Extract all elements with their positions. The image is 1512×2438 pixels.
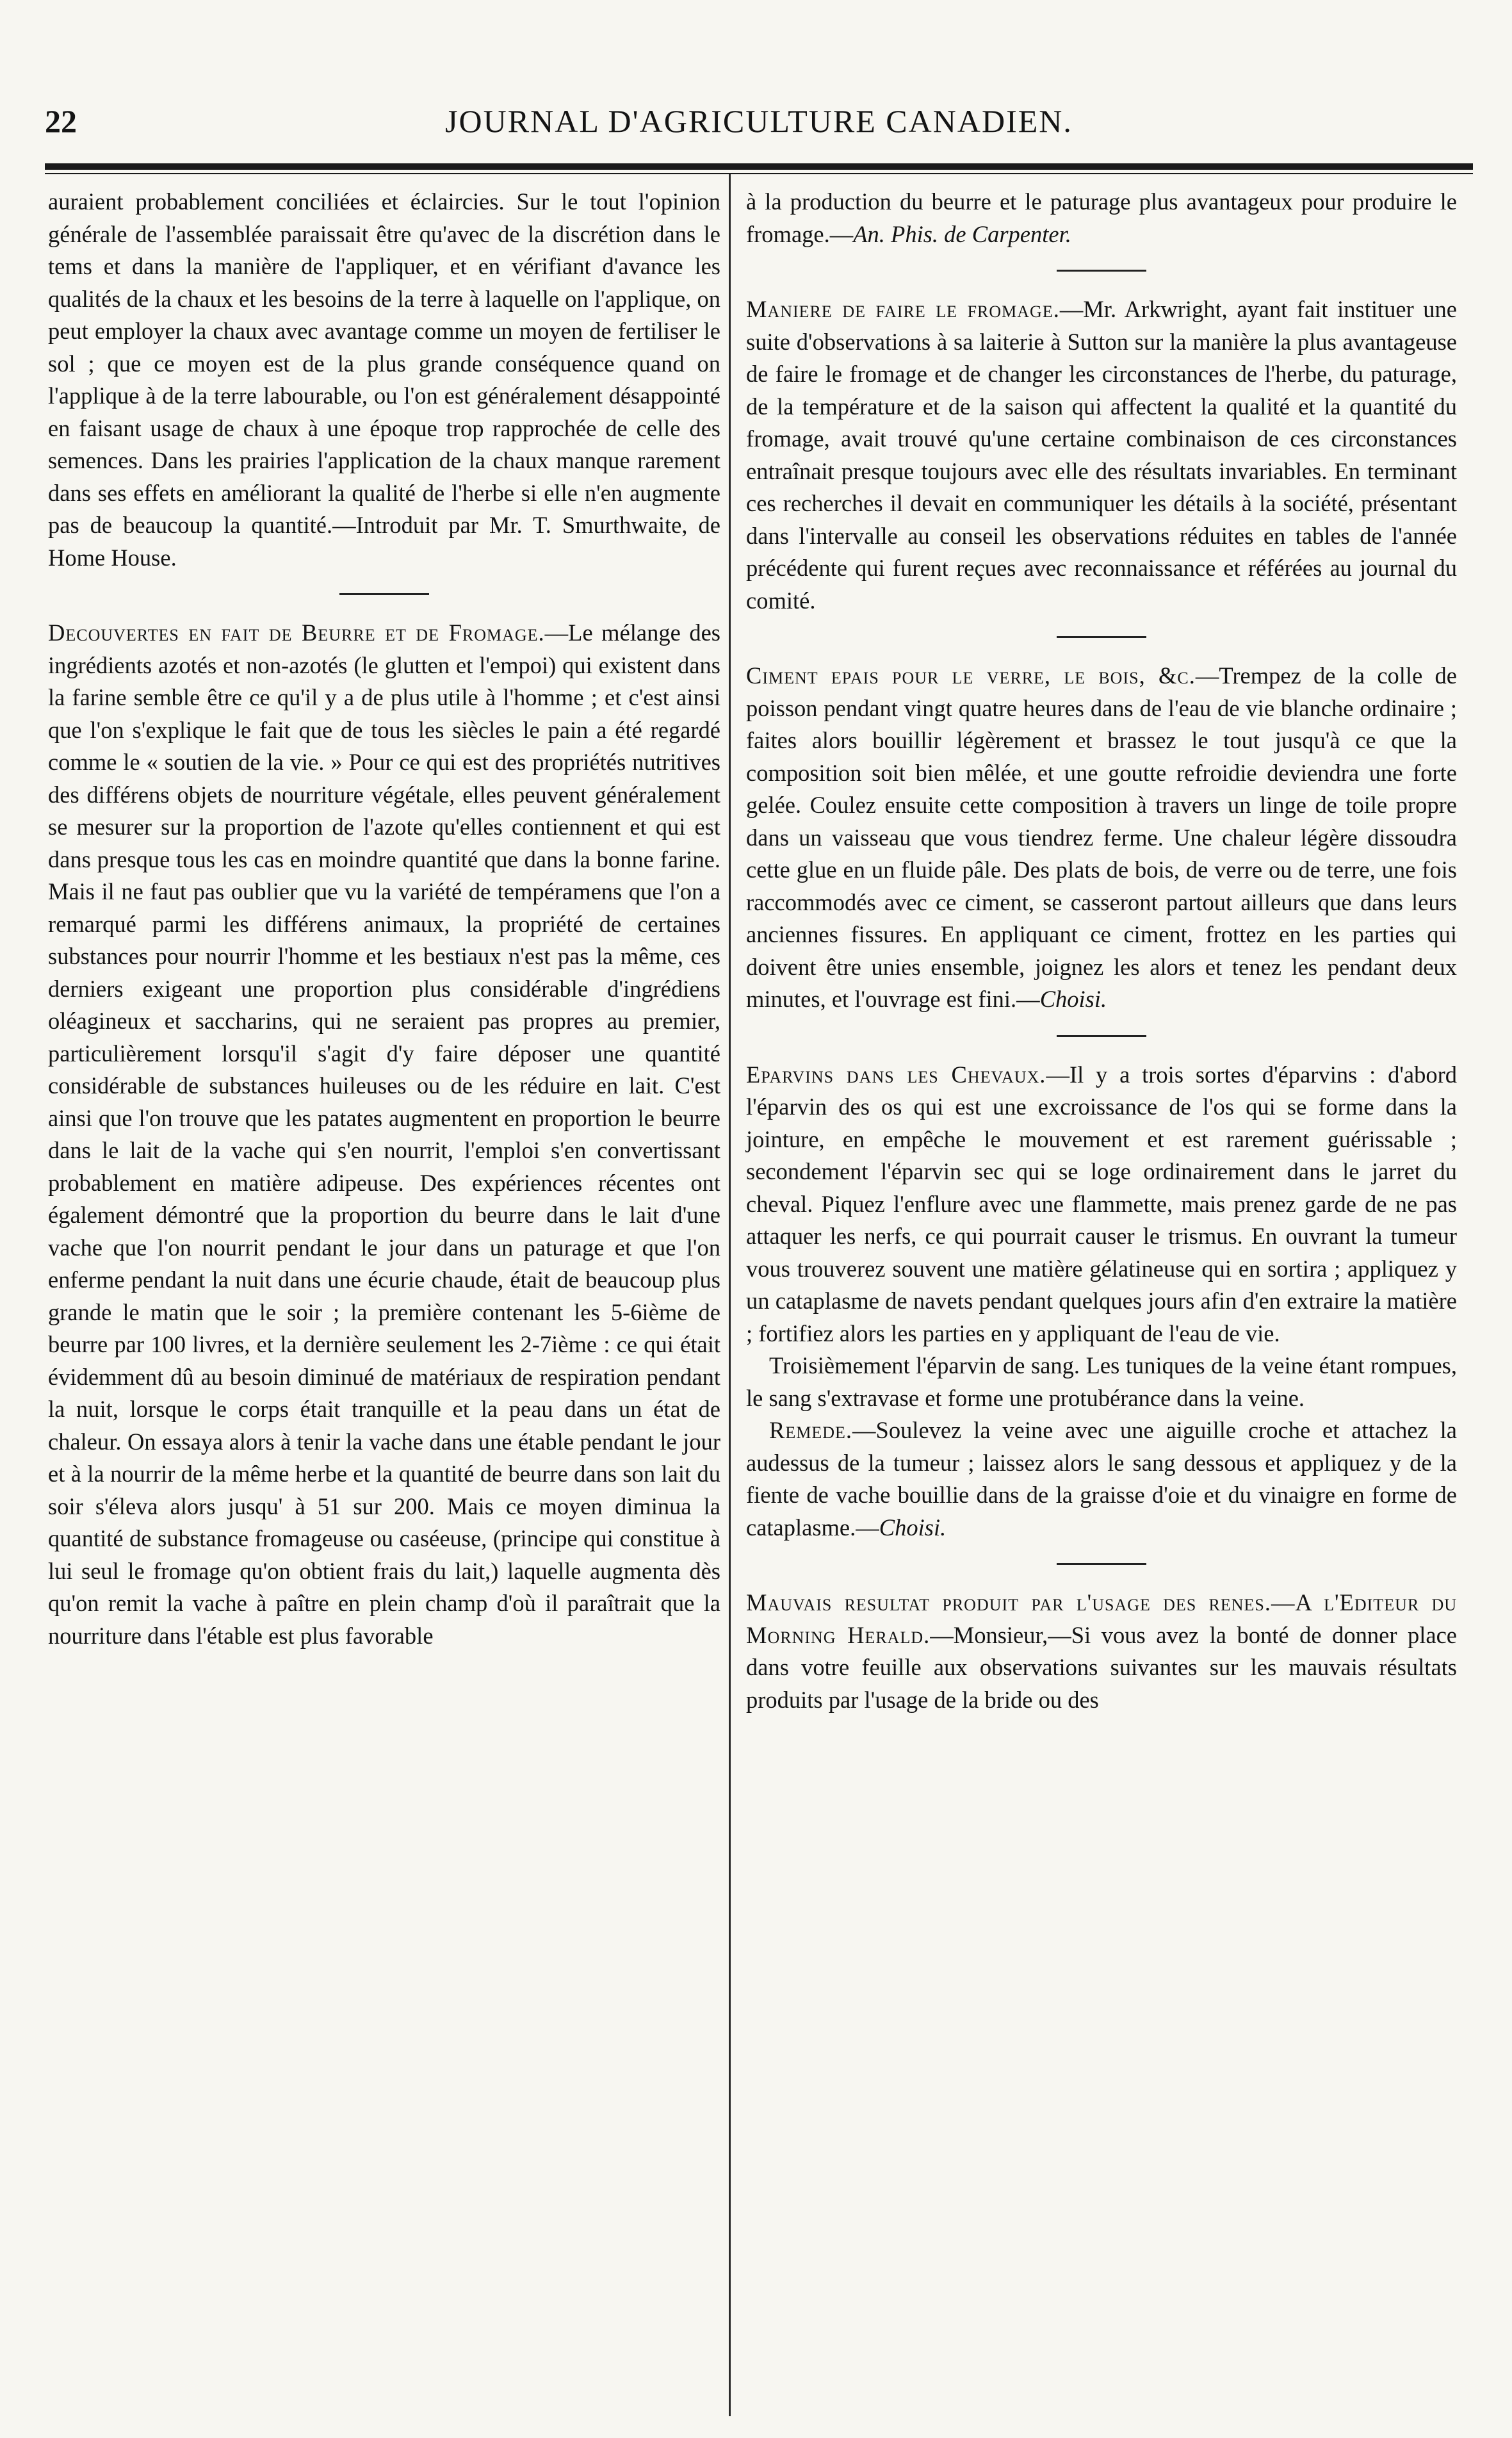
running-title: JOURNAL D'AGRICULTURE CANADIEN. bbox=[445, 103, 1073, 139]
page-header bbox=[45, 102, 1473, 154]
article-cement bbox=[746, 660, 1457, 1016]
paragraph-remedy bbox=[746, 1414, 1457, 1544]
section-rule bbox=[1057, 1563, 1146, 1565]
article-heading: Decouvertes en fait de Beurre et de Fromage. bbox=[48, 619, 545, 646]
header-rule-thin bbox=[45, 173, 1473, 174]
page-number: 22 bbox=[45, 103, 77, 139]
section-rule bbox=[1057, 270, 1146, 272]
article-heading: Ciment epais pour le verre, le bois, &c. bbox=[746, 662, 1196, 689]
column-divider bbox=[729, 174, 731, 2416]
article-spavins bbox=[746, 1059, 1457, 1350]
section-rule bbox=[339, 593, 429, 595]
left-column bbox=[48, 186, 720, 1652]
article-body: —Trempez de la colle de poisson pendant vingt quatre heures dans de l'eau de vie blanche ordinaire ; faites alors bouillir légèrement et brassez le tout jusqu'à ce que la composition soit bien mêlée, et une goutte refroidie deviendra une forte gelée. Coulez ensuite cette composition à travers un linge de toile propre dans un vaisseau que vous tiendrez ferme. Une chaleur légère dissoudra cette glue en un fluide pâle. Des plats de bois, de verre ou de terre, une fois raccommodés avec ce ciment, se casseront partout ailleurs que dans leurs anciennes fissures. En appliquant ce ciment, frottez en les parties qui doivent être unies ensemble, joignez les alors et tenez les pendant deux minutes, et l'ouvrage est fini.— bbox=[746, 662, 1457, 1012]
section-rule bbox=[1057, 1035, 1146, 1037]
source-credit: Choisi. bbox=[879, 1514, 947, 1541]
article-body: —Il y a trois sortes d'éparvins : d'abord l'éparvin des os qui est une excroissance de l'os qui se forme dans la jointure, en empêche le mouvement et est rarement guérissable ; secondement l'éparvin sec qui se loge ordinairement dans le jarret du cheval. Piquez l'enflure avec une flammette, mais prenez garde de ne pas attaquer les nerfs, ce qui pourrait causer le trismus. En ouvrant la tumeur vous trouverez souvent une matière gélatineuse qui en sortira ; appliquez y un cataplasme de navets pendant quelques jours afin d'en extraire la matière ; fortifiez alors les parties en y appliquant de l'eau de vie. bbox=[746, 1061, 1457, 1346]
article-butter-cheese bbox=[48, 617, 720, 1652]
source-credit: Choisi. bbox=[1039, 986, 1107, 1012]
article-body: —Le mélange des ingrédients azotés et non-azotés (le glutten et l'empoi) qui existent dans la farine semble être ce qu'il y a de plus utile à l'homme ; et c'est ainsi que l'on s'explique le fait que de tous les siècles le pain a été regardé comme le « soutien de la vie. » Pour ce qui est des propriétés nutritives des différens objets de nourriture végétale, elles peuvent généralement se mesurer sur la proportion de l'azote qu'elles contiennent et qui est dans presque tous les cas en moindre quantité que dans la bonne farine. Mais il ne faut pas oublier que vu la variété de tempéramens que l'on a remarqué parmi les différens animaux, la propriété de certaines substances pour nourrir l'homme et les bestiaux n'est pas la même, ces derniers exigeant une proportion plus considérable d'ingrédiens oléagineux et saccharins, qui ne seraient pas propres au premier, particulièrement lorsqu'il s'agit d'y faire déposer une quantité considérable de substances huileuses ou de les réduire en lait. C'est ainsi que l'on trouve que les patates augmentent en proportion le beurre dans le lait de la vache qui s'en nourrit, l'emploi s'en convertissant probablement en matière adipeuse. Des expériences récentes ont également démontré que la proportion du beurre dans le lait d'une vache que l'on nourrit pendant le jour dans un paturage et que l'on enferme pendant la nuit dans une écurie chaude, était de beaucoup plus grande le matin que le soir ; la première contenant les 5-6ième de beurre par 100 livres, et la dernière seulement les 2-7ième : ce qui était évidemment dû au besoin diminué de matériaux de respiration pendant la nuit, lorsque le corps était tranquille et la peau dans un état de chaleur. On essaya alors à tenir la vache dans une étable pendant le jour et à la nourrir de la même herbe et la quantité de beurre dans son lait du soir s'éleva alors jusqu' à 51 sur 200. Mais ce moyen diminua la quantité de substance fromageuse ou caséeuse, (principe qui constitue à lui seul le fromage qu'on obtient frais du lait,) laquelle augmenta dès qu'on remit la vache à paître en plein champ d'où il paraîtrait que la nourriture dans l'étable est plus favorable bbox=[48, 619, 720, 1649]
header-rule-thick bbox=[45, 163, 1473, 170]
section-rule bbox=[1057, 636, 1146, 638]
article-heading: Maniere de faire le fromage. bbox=[746, 296, 1060, 322]
article-body: —Mr. Arkwright, ayant fait instituer une suite d'observations à sa laiterie à Sutton sur la manière la plus avantageuse de faire le fromage et de changer les circonstances de l'herbe, du paturage, de la température et de la saison qui affectent la qualité et la quantité du fromage, avait trouvé qu'une certaine combinaison de ces circonstances entraînait presque toujours avec elle des résultats invariables. En terminant ces recherches il devait en communiquer les détails à la société, présentant dans l'intervalle au conseil les observations réduites en tables de l'année précédente qui furent reçues avec reconnaissance et référées au journal du comité. bbox=[746, 296, 1457, 614]
paragraph-body: à la production du beurre et le paturage plus avantageux pour produire le fromage.— bbox=[746, 188, 1457, 247]
remedy-body: —Soulevez la veine avec une aiguille croche et attachez la audessus de la tumeur ; laissez alors le sang dessous et appliquez y de la fiente de vache bouillie dans de la graisse d'oie et du vinaigre en forme de cataplasme.— bbox=[746, 1417, 1457, 1541]
article-body: —Monsieur,—Si vous avez la bonté de donner place dans votre feuille aux observations suivantes sur les mauvais résultats produits par l'usage de la bride ou des bbox=[746, 1621, 1457, 1713]
article-addressee: —A l'Editeur du Morning Herald. bbox=[746, 1589, 1458, 1648]
article-cheese-making bbox=[746, 293, 1457, 617]
remedy-heading: Remede. bbox=[769, 1417, 853, 1443]
right-column bbox=[746, 186, 1457, 1716]
paragraph-lime-conclusion: auraient probablement conciliées et éclaircies. Sur le tout l'opinion générale de l'assemblée paraissait être qu'avec de la discrétion dans le tems et dans la manière de l'appliquer, et en vérifiant d'avance les qualités de la chaux et les besoins de la terre à laquelle on l'applique, on peut employer la chaux avec avantage comme un moyen de fertiliser le sol ; que ce moyen est de la plus grande conséquence quand on l'applique à de la terre labourable, ou l'on est généralement désappointé en faisant usage de chaux à une époque trop rapprochée de celle des semences. Dans les prairies l'application de la chaux manque rarement dans ses effets en améliorant la qualité de l'herbe si elle n'en augmente pas de beaucoup la quantité.—Introduit par Mr. T. Smurthwaite, de Home House. bbox=[48, 188, 720, 571]
paragraph-blood-spavin: Troisièmement l'éparvin de sang. Les tuniques de la veine étant rompues, le sang s'extravase et forme une protubérance dans la veine. bbox=[746, 1352, 1457, 1411]
article-heading: Mauvais resultat produit par l'usage des renes. bbox=[746, 1589, 1272, 1616]
source-credit: An. Phis. de Carpenter. bbox=[853, 220, 1071, 247]
paragraph-continuation bbox=[746, 186, 1457, 250]
article-reins bbox=[746, 1587, 1457, 1716]
article-heading: Eparvins dans les Chevaux. bbox=[746, 1061, 1046, 1088]
